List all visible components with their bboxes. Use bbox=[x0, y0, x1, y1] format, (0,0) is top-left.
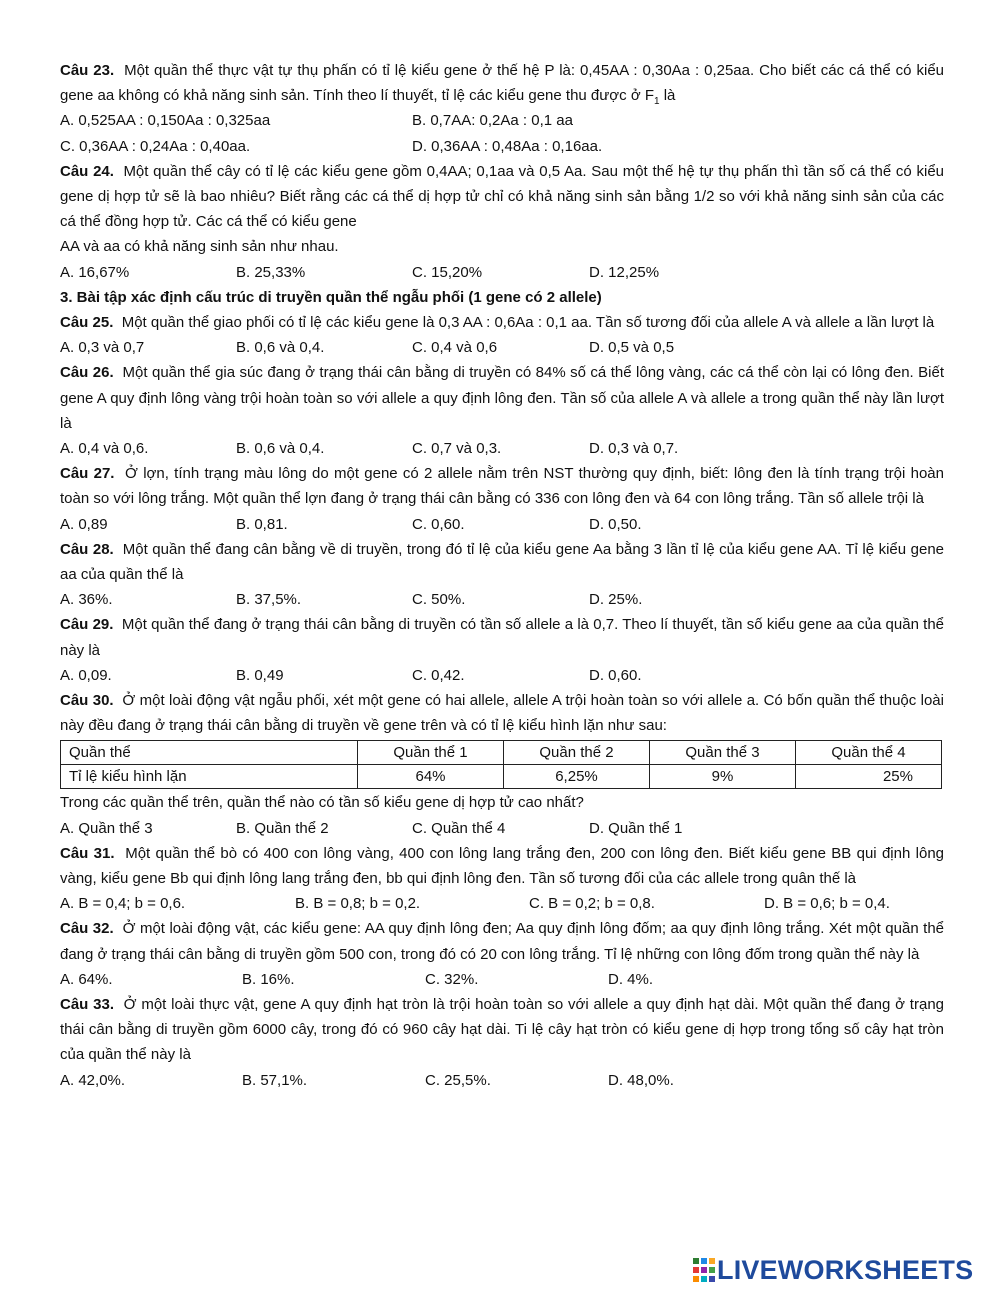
question-text: Ở một loài thực vật, gene A quy định hạt tròn là trội hoàn toàn so với allele a quy định hạt dài. Một quần thể đang ở trạng thái cân bằng di truyền gồm 6000 cây, trong đó có 960 cây hạt dài. Ti lệ cây hạt tròn có kiểu gene dị hợp trong tổng số cây hạt tròn của quần thể này là bbox=[60, 995, 944, 1064]
table-cell: 64% bbox=[358, 765, 504, 789]
table-cell: 6,25% bbox=[504, 765, 650, 789]
question-number: Câu 28. bbox=[60, 540, 114, 558]
options-row bbox=[60, 816, 944, 841]
option-a[interactable]: A. 42,0%. bbox=[60, 1071, 126, 1089]
question-text: Một quần thể bò có 400 con lông vàng, 400 con lông lang trắng đen, 200 con lông đen. Biết kiểu gene BB qui định lông vàng, kiểu gene Bb qui định lông lang trắng đen, bb qui định lông đen. Tần số tương đối của các allele trong quân thế là bbox=[60, 844, 945, 887]
option-a[interactable]: A. 0,4 và 0,6. bbox=[60, 439, 149, 457]
question-24 bbox=[60, 159, 944, 235]
table-cell: Quần thể bbox=[61, 741, 358, 765]
option-a[interactable]: A. 0,89 bbox=[60, 515, 108, 533]
population-table bbox=[60, 740, 942, 789]
question-number: Câu 23. bbox=[60, 62, 115, 79]
option-a[interactable]: A. 0,09. bbox=[60, 666, 112, 684]
option-d[interactable]: D. 0,50. bbox=[589, 515, 642, 533]
table-cell: 9% bbox=[650, 765, 796, 789]
option-c[interactable]: C. B = 0,2; b = 0,8. bbox=[529, 895, 655, 913]
subscript: 1 bbox=[653, 96, 660, 108]
worksheet-page bbox=[60, 58, 944, 1093]
question-25 bbox=[60, 310, 944, 335]
question-29 bbox=[60, 612, 944, 662]
question-32 bbox=[60, 916, 944, 966]
table-header-row bbox=[61, 741, 942, 765]
question-number: Câu 25. bbox=[60, 313, 114, 331]
option-c[interactable]: C. Quần thể 4 bbox=[412, 819, 506, 837]
option-c[interactable]: C. 0,36AA : 0,24Aa : 0,40aa. bbox=[60, 137, 251, 155]
table-cell: 25% bbox=[796, 765, 942, 789]
option-b[interactable]: B. B = 0,8; b = 0,2. bbox=[295, 895, 421, 913]
question-number: Câu 26. bbox=[60, 364, 114, 382]
option-c[interactable]: C. 0,42. bbox=[412, 666, 465, 684]
options-row bbox=[60, 134, 944, 159]
question-number: Câu 32. bbox=[60, 920, 114, 938]
option-b[interactable]: B. 0,6 và 0,4. bbox=[236, 439, 325, 457]
question-number: Câu 31. bbox=[60, 844, 115, 862]
option-d[interactable]: D. 4%. bbox=[608, 970, 654, 988]
option-c[interactable]: C. 25,5%. bbox=[425, 1071, 491, 1089]
options-row bbox=[60, 891, 944, 916]
option-d[interactable]: D. 0,60. bbox=[589, 666, 642, 684]
question-text: Một quần thể thực vật tự thụ phấn có tỉ lệ kiểu gene ở thế hệ P là: 0,45AA : 0,30Aa : 0,25aa. Cho biết các cá thể có kiểu gene aa không có khả năng sinh sản. Tính theo lí thuyết, tỉ lệ các kiểu gene thu được ở F bbox=[60, 62, 944, 105]
options-row bbox=[60, 436, 944, 461]
option-a[interactable]: A. B = 0,4; b = 0,6. bbox=[60, 895, 186, 913]
question-text: Một quần thể đang cân bằng về di truyền, trong đó tỉ lệ của kiểu gene Aa bằng 3 lần tỉ lệ của kiểu gene AA. Tỉ lệ kiểu gene aa của quần thể là bbox=[60, 540, 945, 583]
question-text: Một quần thể đang ở trạng thái cân bằng di truyền có tần số allele a là 0,7. Theo lí thuyết, tần số kiểu gene aa của quần thể này là bbox=[60, 616, 944, 659]
table-cell: Quần thể 4 bbox=[796, 741, 942, 765]
option-a[interactable]: A. Quần thể 3 bbox=[60, 819, 153, 837]
question-text: Ở một loài động vật ngẫu phối, xét một gene có hai allele, allele A trội hoàn toàn so với allele a. Có bốn quần thể thuộc loài này đều đang ở trạng thái cân bằng di truyền về gene trên và có tỉ lệ kiểu hình lặn như sau: bbox=[60, 691, 944, 735]
option-b[interactable]: B. 0,49 bbox=[236, 666, 284, 684]
question-text: Một quần thể giao phối có tỉ lệ các kiểu gene là 0,3 AA : 0,6Aa : 0,1 aa. Tần số tương đối của allele A và allele a lần lượt là bbox=[121, 313, 935, 331]
option-d[interactable]: D. 48,0%. bbox=[608, 1071, 674, 1089]
option-d[interactable]: D. 12,25% bbox=[589, 263, 660, 281]
question-text-continued: Trong các quần thể trên, quần thể nào có tần số kiểu gene dị hợp tử cao nhất? bbox=[60, 794, 584, 812]
table-cell: Quần thể 1 bbox=[358, 741, 504, 765]
option-a[interactable]: A. 0,525AA : 0,150Aa : 0,325aa bbox=[60, 112, 271, 130]
option-b[interactable]: B. 37,5%. bbox=[236, 591, 302, 609]
option-c[interactable]: C. 0,60. bbox=[412, 515, 465, 533]
option-b[interactable]: B. 57,1%. bbox=[242, 1071, 308, 1089]
option-c[interactable]: C. 0,4 và 0,6 bbox=[412, 339, 498, 357]
question-number: Câu 33. bbox=[60, 995, 115, 1013]
option-c[interactable]: C. 15,20% bbox=[412, 263, 483, 281]
question-28 bbox=[60, 537, 944, 587]
options-row bbox=[60, 108, 944, 133]
question-text-continued: AA và aa có khả năng sinh sản như nhau. bbox=[60, 238, 339, 256]
option-a[interactable]: A. 0,3 và 0,7 bbox=[60, 339, 145, 357]
table-cell: Quần thể 2 bbox=[504, 741, 650, 765]
section-title: 3. Bài tập xác định cấu trúc di truyền quần thể ngẫu phối (1 gene có 2 allele) bbox=[60, 288, 602, 306]
option-b[interactable]: B. 0,81. bbox=[236, 515, 288, 533]
options-row bbox=[60, 1068, 944, 1093]
question-text: Một quần thể gia súc đang ở trạng thái cân bằng di truyền có 84% số cá thể lông vàng, các cá thể còn lại có lông đen. Biết gene A quy định lông vàng trội hoàn toàn so với allele a quy định lông đen. Tần số của allele A và allele a trong quần thể này lần lượt là bbox=[60, 364, 944, 432]
option-c[interactable]: C. 32%. bbox=[425, 970, 479, 988]
question-text: Một quần thể cây có tỉ lệ các kiểu gene gồm 0,4AA; 0,1aa và 0,5 Aa. Sau một thế hệ tự thụ phấn thì tần số cá thể có kiểu gene dị hợp tử sẽ là bao nhiêu? Biết rằng các cá thể dị hợp tử chỉ có khả năng sinh sản bằng 1/2 so với khả năng sinh sản của các cá thể đồng hợp tử. Các cá thể có kiểu gene bbox=[60, 162, 945, 231]
option-d[interactable]: D. 0,5 và 0,5 bbox=[589, 339, 675, 357]
liveworksheets-logo-icon bbox=[693, 1258, 715, 1282]
option-b[interactable]: B. 0,7AA: 0,2Aa : 0,1 aa bbox=[412, 112, 573, 130]
question-number: Câu 30. bbox=[60, 691, 114, 709]
options-row bbox=[60, 260, 944, 285]
option-b[interactable]: B. 25,33% bbox=[236, 263, 306, 281]
liveworksheets-logo[interactable] bbox=[693, 1255, 973, 1285]
question-30 bbox=[60, 688, 944, 738]
option-d[interactable]: D. 25%. bbox=[589, 591, 643, 609]
question-text: Ở lợn, tính trạng màu lông do một gene có 2 allele nằm trên NST thường quy định, biết: lông đen là tính trạng trội hoàn toàn so với lông trắng. Một quần thể lợn đang ở trạng thái cân bằng có 336 con lông đen và 64 con lông trắng. Tần số allele trội là bbox=[60, 465, 944, 508]
option-b[interactable]: B. Quần thể 2 bbox=[236, 819, 329, 837]
logo-text: LIVEWORKSHEETS bbox=[717, 1254, 974, 1285]
question-31 bbox=[60, 841, 944, 891]
option-c[interactable]: C. 0,7 và 0,3. bbox=[412, 439, 502, 457]
question-26 bbox=[60, 360, 944, 436]
option-d[interactable]: D. Quần thể 1 bbox=[589, 819, 683, 837]
table-cell: Tỉ lệ kiểu hình lặn bbox=[61, 765, 358, 789]
option-c[interactable]: C. 50%. bbox=[412, 591, 466, 609]
options-row bbox=[60, 587, 944, 612]
option-b[interactable]: B. 0,6 và 0,4. bbox=[236, 339, 325, 357]
question-23 bbox=[60, 58, 944, 108]
option-a[interactable]: A. 36%. bbox=[60, 591, 113, 609]
option-a[interactable]: A. 16,67% bbox=[60, 263, 130, 281]
question-number: Câu 29. bbox=[60, 616, 114, 634]
option-d[interactable]: D. B = 0,6; b = 0,4. bbox=[764, 895, 890, 913]
question-number: Câu 24. bbox=[60, 162, 114, 180]
option-a[interactable]: A. 64%. bbox=[60, 970, 113, 988]
options-row bbox=[60, 512, 944, 537]
option-d[interactable]: D. 0,3 và 0,7. bbox=[589, 439, 679, 457]
option-b[interactable]: B. 16%. bbox=[242, 970, 295, 988]
options-row bbox=[60, 335, 944, 360]
question-text: Ở một loài động vật, các kiểu gene: AA quy định lông đen; Aa quy định lông đốm; aa quy định lông trắng. Xét một quần thể đang ở trạng thái cân bằng di truyền gồm 500 con, trong đó có 20 con lông trắng. Tỉ lệ những con lông đốm trong quần thể này là bbox=[60, 920, 945, 963]
option-d[interactable]: D. 0,36AA : 0,48Aa : 0,16aa. bbox=[412, 137, 603, 155]
question-text-tail: là bbox=[659, 87, 676, 105]
question-27 bbox=[60, 461, 944, 511]
table-cell: Quần thể 3 bbox=[650, 741, 796, 765]
question-number: Câu 27. bbox=[60, 465, 115, 483]
options-row bbox=[60, 663, 944, 688]
question-33 bbox=[60, 992, 944, 1068]
table-row bbox=[61, 765, 942, 789]
options-row bbox=[60, 967, 944, 992]
